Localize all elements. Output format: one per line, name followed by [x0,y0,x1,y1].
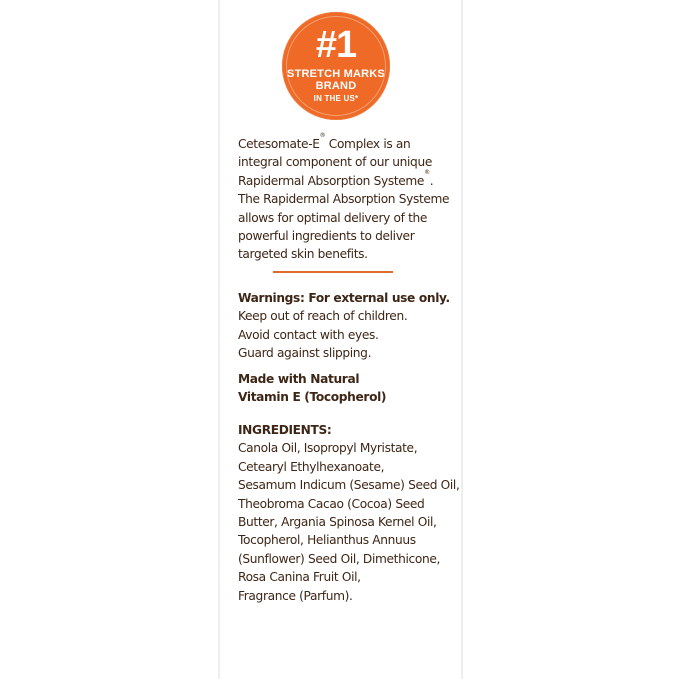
description-line: powerful ingredients to deliver [238,229,415,244]
ingredient-line: Butter, Argania Spinosa Kernel Oil, [238,515,437,530]
warning-line: Avoid contact with eyes. [238,327,379,342]
badge-line-stretch-marks: STRETCH MARKS [287,68,385,80]
vitamin-e-text [238,370,452,407]
description-line: targeted skin benefits. [238,247,368,262]
ingredient-line: Rosa Canina Fruit Oil, [238,570,361,585]
warnings-text [238,289,452,363]
vitamin-line-2: Vitamin E (Tocopherol) [238,390,387,405]
section-divider [273,271,393,273]
ingredients-text [238,421,460,605]
ingredients-heading: INGREDIENTS: [238,423,332,437]
badge-number: #1 [315,24,357,66]
ingredient-line: Fragrance (Parfum). [238,588,353,603]
description-line: Cetesomate-E® Complex is an [238,132,411,151]
warning-line: Keep out of reach of children. [238,309,408,324]
badge-line-brand: BRAND [315,80,357,92]
ingredient-line: Sesamum Indicum (Sesame) Seed Oil, [238,478,460,493]
description-line: integral component of our unique [238,155,432,170]
vitamin-line-1: Made with Natural [238,372,360,386]
registered-mark: ® [319,132,326,139]
ingredient-line: Cetearyl Ethylhexanoate, [238,459,385,474]
description-line: Rapidermal Absorption Systeme®. [238,168,434,188]
ingredient-line: Theobroma Cacao (Cocoa) Seed [238,496,425,511]
description-line: The Rapidermal Absorption Systeme [238,192,450,207]
ingredient-line: Tocopherol, Helianthus Annuus [238,533,416,548]
description-text [238,132,452,264]
warnings-heading: Warnings: For external use only. [238,291,450,305]
description-line: allows for optimal delivery of the [238,210,428,225]
warning-line: Guard against slipping. [238,346,372,361]
badge-line-in-the-us: IN THE US* [313,94,359,103]
ingredient-line: Canola Oil, Isopropyl Myristate, [238,441,418,456]
number-one-badge [282,12,390,120]
ingredient-line: (Sunflower) Seed Oil, Dimethicone, [238,551,441,566]
registered-mark: ® [424,168,430,176]
